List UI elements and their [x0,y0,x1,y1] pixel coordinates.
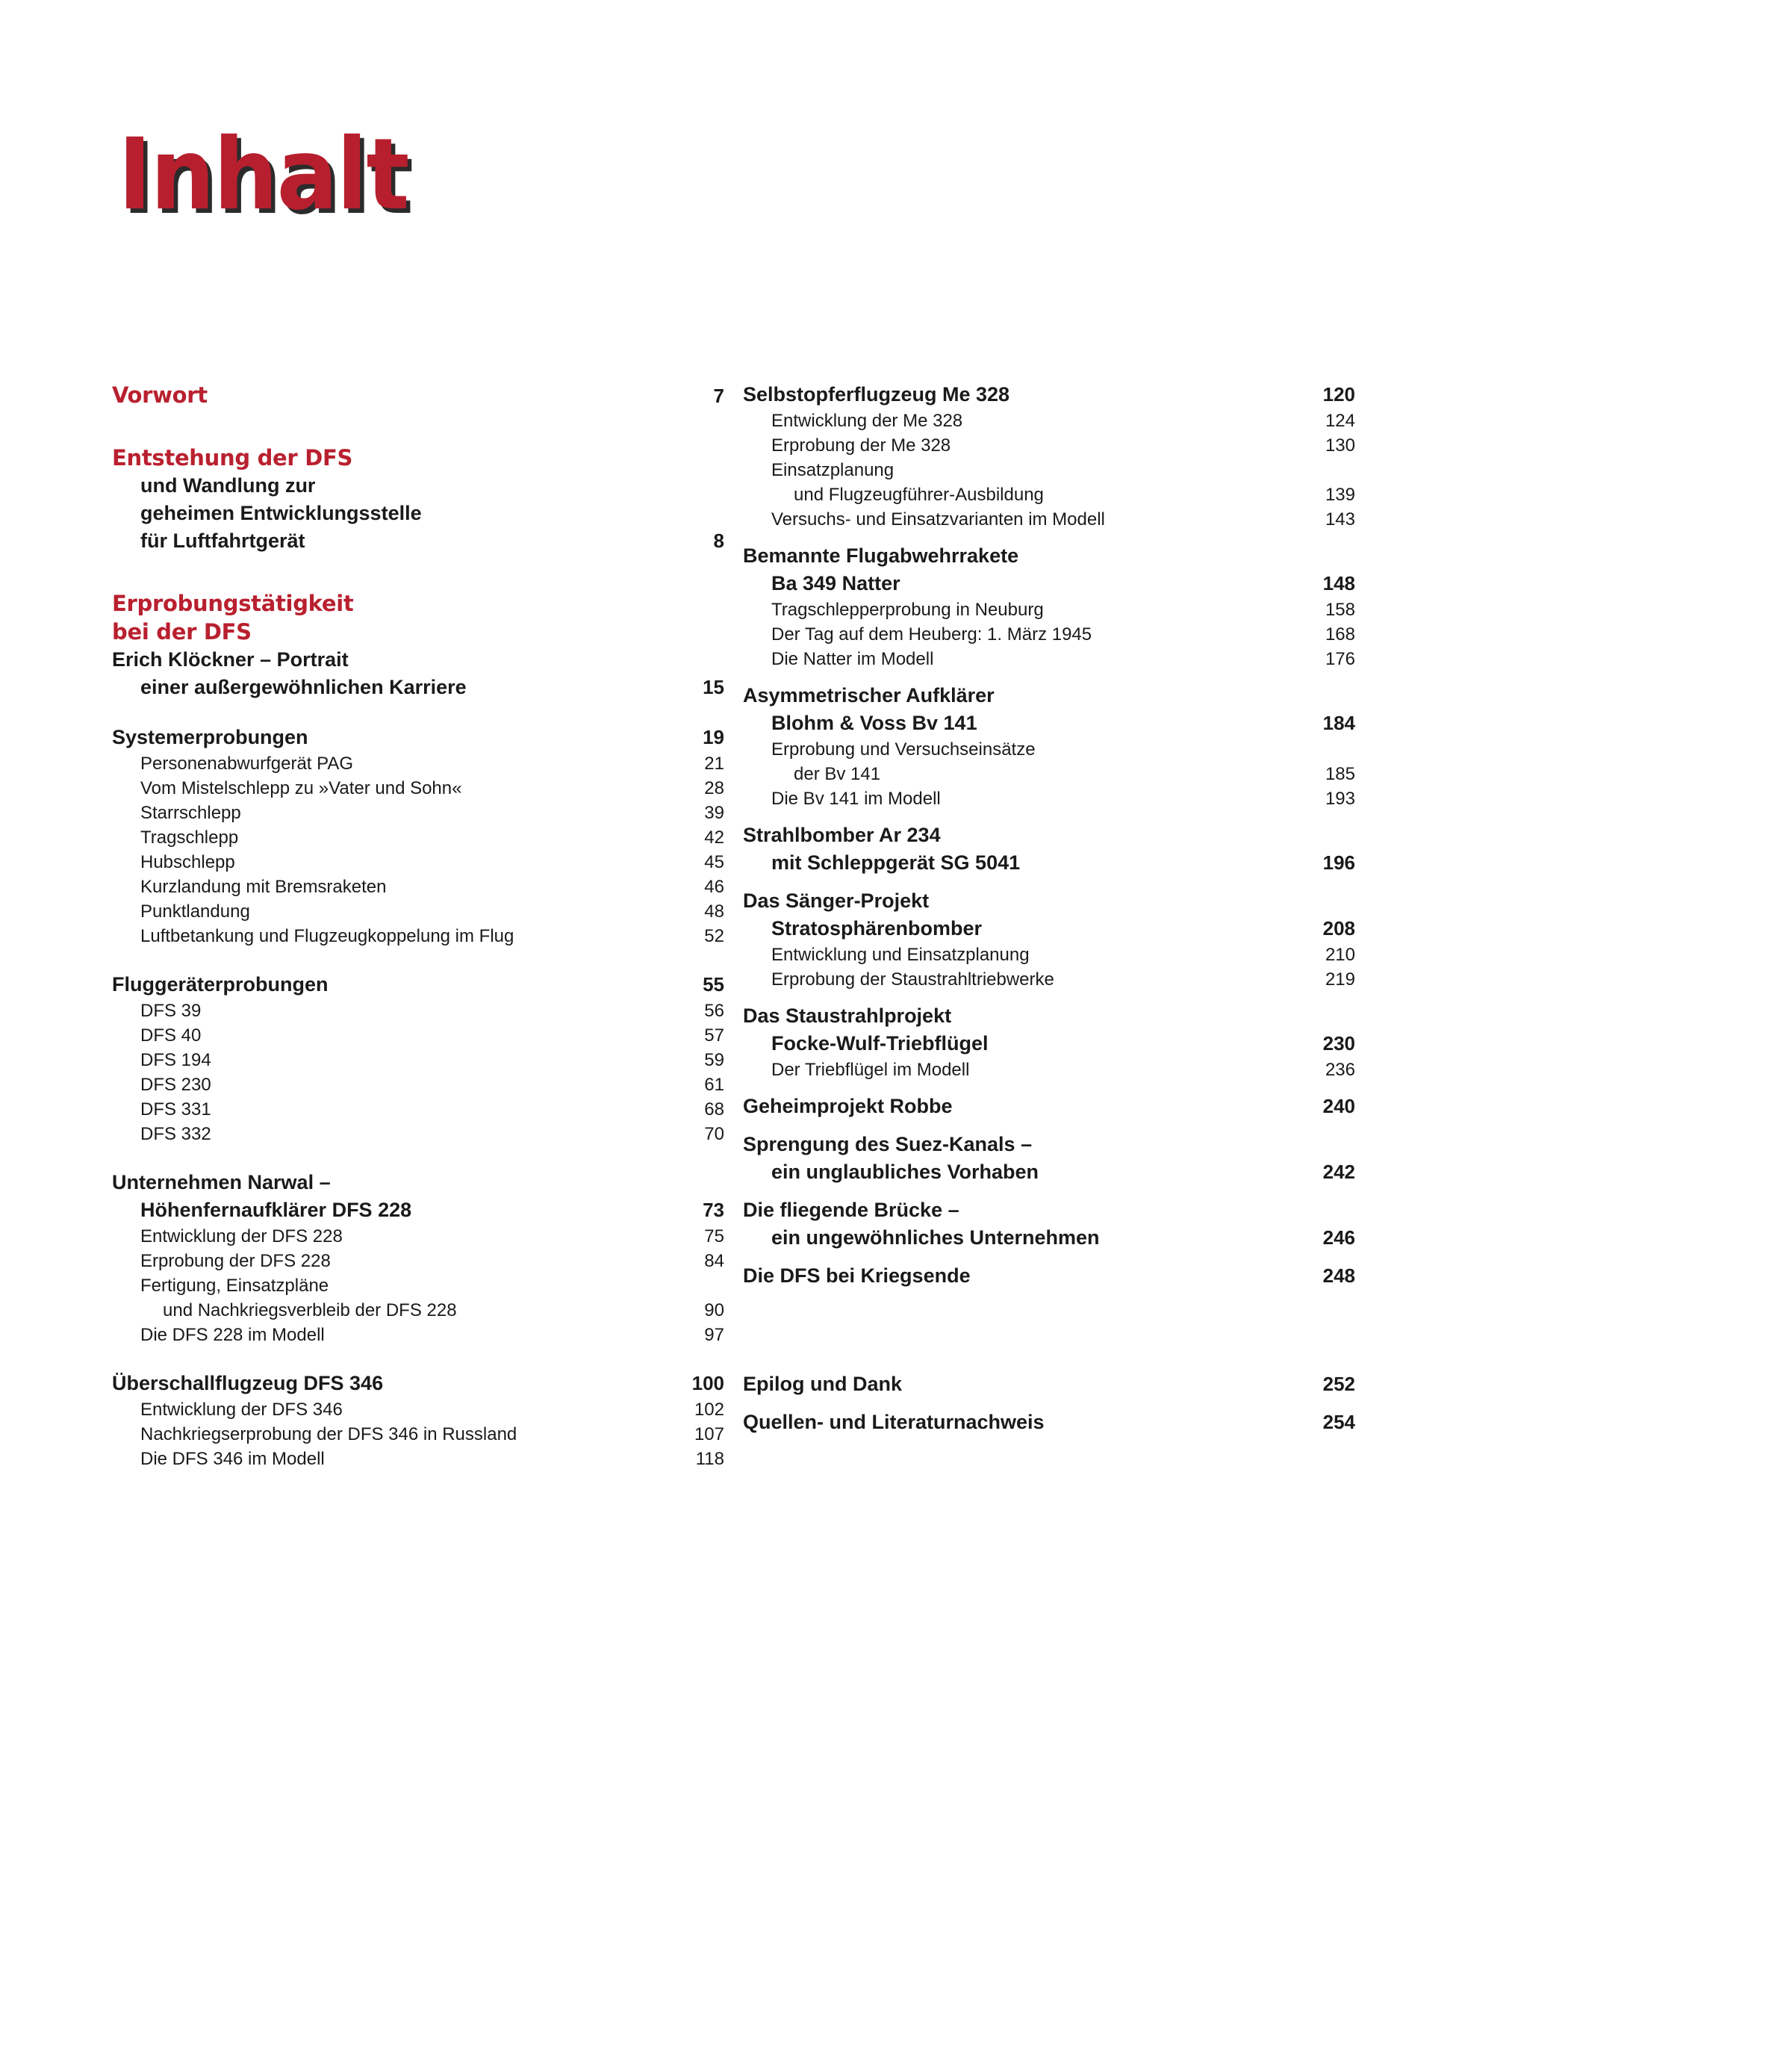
toc-entry[interactable] [112,1422,724,1447]
toc-entry[interactable] [743,1409,1355,1436]
toc-entry[interactable] [743,1058,1355,1082]
toc-entry[interactable] [743,737,1355,762]
toc-entry[interactable] [112,1097,724,1122]
toc-entry[interactable] [743,482,1355,507]
toc-entry-label: Höhenfernaufklärer DFS 228 [140,1199,412,1221]
toc-entry-label: Unternehmen Narwal – [112,1171,331,1193]
toc-entry[interactable] [112,381,724,409]
toc-entry-label: Vorwort [112,382,208,408]
toc-entry-page: 120 [1322,383,1355,406]
toc-entry[interactable] [743,381,1355,409]
toc-entry[interactable] [112,825,724,850]
toc-entry-label: DFS 39 [140,1001,202,1021]
toc-entry-label: Nachkriegserprobung der DFS 346 in Russland [140,1424,517,1444]
toc-entry[interactable] [112,751,724,776]
spacer [743,1398,1355,1409]
spacer [112,948,724,971]
toc-entry-page: 61 [704,1075,724,1095]
toc-entry-label: DFS 194 [140,1050,211,1070]
toc-entry-label: Fluggeräterprobungen [112,973,329,996]
toc-entry[interactable] [112,1273,724,1298]
toc-entry[interactable] [743,597,1355,622]
spacer [743,992,1355,1002]
toc-entry[interactable] [743,1093,1355,1120]
spacer [743,671,1355,682]
toc-entry-page: 176 [1325,649,1355,669]
toc-entry-label: geheimen Entwicklungsstelle [140,502,422,524]
toc-entry[interactable] [112,875,724,899]
toc-entry-page: 15 [703,676,724,698]
toc-entry-page: 46 [704,877,724,897]
toc-entry[interactable] [112,971,724,999]
toc-entry-page: 168 [1325,624,1355,645]
toc-entry-label: Die Bv 141 im Modell [771,789,941,809]
toc-entry[interactable] [743,1030,1355,1058]
toc-entry-page: 230 [1322,1032,1355,1055]
toc-entry-label: Die Natter im Modell [771,649,934,669]
toc-entry-page: 248 [1322,1264,1355,1287]
toc-entry[interactable] [112,1048,724,1072]
toc-entry[interactable] [743,849,1355,877]
toc-entry[interactable] [743,570,1355,597]
toc-entry-page: 246 [1322,1226,1355,1249]
toc-entry-label: Personenabwurfgerät PAG [140,754,354,774]
toc-entry[interactable] [112,1447,724,1471]
toc-entry-page: 184 [1322,712,1355,734]
toc-entry[interactable] [743,786,1355,811]
toc-entry[interactable] [112,618,724,646]
toc-entry-page: 75 [704,1226,724,1246]
toc-entry[interactable] [112,1224,724,1249]
toc-entry-label: Systemerprobungen [112,726,308,748]
toc-entry[interactable] [112,1072,724,1097]
toc-entry[interactable] [743,887,1355,915]
spacer [743,532,1355,542]
toc-entry-page: 118 [695,1449,724,1469]
toc-entry-label: für Luftfahrtgerät [140,530,305,552]
toc-entry-label: Die fliegende Brücke – [743,1199,959,1221]
toc-entry-label: Epilog und Dank [743,1373,902,1395]
toc-entry[interactable] [743,1158,1355,1186]
toc-entry-page: 148 [1322,572,1355,594]
toc-entry-label: Luftbetankung und Flugzeugkoppelung im Flug [140,926,514,946]
toc-entry-page: 57 [704,1025,724,1046]
toc-entry-page: 254 [1322,1411,1355,1433]
toc-entry-label: Erprobung der DFS 228 [140,1251,331,1271]
toc-entry-label: mit Schleppgerät SG 5041 [771,851,1021,874]
toc-entry-label: Erprobung und Versuchseinsätze [771,739,1036,760]
toc-entry-label: Quellen- und Literaturnachweis [743,1411,1045,1433]
toc-entry-page: 59 [704,1050,724,1070]
toc-entry-page: 219 [1325,969,1355,990]
toc-entry-label: einer außergewöhnlichen Karriere [140,676,467,698]
toc-entry-page: 240 [1322,1095,1355,1117]
toc-entry-page: 48 [704,901,724,922]
toc-entry-page: 84 [704,1251,724,1271]
toc-entry-page: 56 [704,1001,724,1021]
toc-entry[interactable] [112,646,724,674]
toc-entry-page: 8 [713,530,724,552]
spacer [743,811,1355,822]
toc-entry[interactable] [112,1249,724,1273]
toc-entry-label: DFS 331 [140,1099,211,1120]
toc-entry[interactable] [743,458,1355,482]
toc-entry-page: 210 [1325,945,1355,965]
spacer [112,409,724,444]
toc-entry-page: 208 [1322,917,1355,940]
toc-entry[interactable] [743,409,1355,433]
spacer [743,1082,1355,1093]
toc-entry[interactable] [743,542,1355,570]
toc-entry[interactable] [112,801,724,825]
toc-entry-label: Die DFS bei Kriegsende [743,1264,971,1287]
toc-entry-label: DFS 40 [140,1025,202,1046]
toc-entry-label: Vom Mistelschlepp zu »Vater und Sohn« [140,778,462,798]
toc-entry-page: 52 [704,926,724,946]
toc-entry-page: 185 [1325,764,1355,784]
toc-entry[interactable] [743,967,1355,992]
toc-entry-label: Der Triebflügel im Modell [771,1060,970,1080]
toc-entry[interactable] [743,1196,1355,1224]
toc-entry-page: 97 [704,1325,724,1345]
toc-entry-label: Die DFS 228 im Modell [140,1325,325,1345]
toc-entry-label: Stratosphärenbomber [771,917,983,940]
toc-entry-page: 252 [1322,1373,1355,1395]
spacer [743,1252,1355,1262]
spacer [743,1290,1355,1370]
toc-column-left [112,381,724,1471]
toc-entry-label: Entwicklung der DFS 346 [140,1400,343,1420]
toc-entry-label: Hubschlepp [140,852,235,872]
toc-entry-label: Blohm & Voss Bv 141 [771,712,977,734]
toc-entry-label: der Bv 141 [794,764,881,784]
toc-entry-label: Starrschlepp [140,803,241,823]
toc-column-right [743,381,1355,1436]
toc-entry-label: Bemannte Flugabwehrrakete [743,544,1019,567]
toc-entry-page: 39 [704,803,724,823]
spacer [743,1186,1355,1196]
toc-entry[interactable] [112,1169,724,1196]
toc-entry[interactable] [743,762,1355,786]
spacer [112,1146,724,1169]
toc-entry-label: Der Tag auf dem Heuberg: 1. März 1945 [771,624,1092,645]
toc-entry-label: DFS 332 [140,1124,211,1144]
toc-entry[interactable] [743,647,1355,671]
toc-entry[interactable] [743,433,1355,458]
toc-entry[interactable] [112,1323,724,1347]
toc-entry[interactable] [112,444,724,472]
toc-entry[interactable] [112,527,724,555]
toc-entry-page: 102 [694,1400,724,1420]
toc-entry-label: Erprobungstätigkeit [112,591,354,616]
toc-entry-page: 55 [703,973,724,996]
toc-entry[interactable] [112,1023,724,1048]
toc-entry-label: Ba 349 Natter [771,572,900,594]
toc-entry-page: 100 [691,1372,724,1394]
toc-entry-label: Erich Klöckner – Portrait [112,648,349,671]
toc-entry[interactable] [743,1370,1355,1398]
toc-entry[interactable] [743,507,1355,532]
spacer [112,1347,724,1370]
toc-entry[interactable] [112,924,724,948]
toc-entry[interactable] [743,822,1355,849]
toc-entry-label: bei der DFS [112,619,252,645]
toc-entry-page: 143 [1325,509,1355,530]
toc-entry-label: und Nachkriegsverbleib der DFS 228 [163,1300,457,1320]
toc-entry-label: und Wandlung zur [140,474,316,497]
toc-entry-label: Überschallflugzeug DFS 346 [112,1372,384,1394]
toc-entry-label: Das Sänger-Projekt [743,889,930,912]
toc-entry-page: 90 [704,1300,724,1320]
toc-entry-page: 236 [1325,1060,1355,1080]
toc-entry-page: 19 [703,726,724,748]
toc-entry-page: 158 [1325,600,1355,620]
toc-entry-page: 196 [1322,851,1355,874]
toc-entry-label: Geheimprojekt Robbe [743,1095,953,1117]
toc-entry[interactable] [112,1298,724,1323]
toc-entry-page: 242 [1322,1161,1355,1183]
toc-entry[interactable] [112,724,724,751]
toc-entry-label: Tragschlepp [140,827,239,848]
toc-entry-page: 21 [704,754,724,774]
page-title: Inhalt [118,117,408,232]
toc-entry-page: 124 [1325,411,1355,431]
toc-entry[interactable] [112,899,724,924]
toc-entry[interactable] [743,943,1355,967]
toc-entry-label: DFS 230 [140,1075,211,1095]
toc-entry[interactable] [112,1122,724,1146]
toc-entry-label: Das Staustrahlprojekt [743,1004,952,1027]
toc-entry-label: Punktlandung [140,901,250,922]
toc-entry-label: Entwicklung der Me 328 [771,411,963,431]
toc-entry-label: Asymmetrischer Aufklärer [743,684,995,707]
toc-entry-label: Einsatzplanung [771,460,895,480]
toc-entry-label: Tragschlepperprobung in Neuburg [771,600,1044,620]
toc-entry-page: 107 [694,1424,724,1444]
toc-entry-page: 7 [713,385,724,407]
toc-entry[interactable] [112,850,724,875]
toc-entry-page: 73 [703,1199,724,1221]
toc-entry[interactable] [112,674,724,701]
toc-entry-label: Sprengung des Suez-Kanals – [743,1133,1033,1155]
spacer [743,1120,1355,1131]
toc-entry-page: 70 [704,1124,724,1144]
toc-entry-page: 68 [704,1099,724,1120]
toc-entry-label: ein ungewöhnliches Unternehmen [771,1226,1100,1249]
toc-entry[interactable] [743,915,1355,943]
toc-entry-page: 130 [1325,435,1355,456]
toc-entry-label: Selbstopferflugzeug Me 328 [743,383,1010,406]
spacer [112,555,724,589]
toc-entry[interactable] [112,589,724,618]
toc-entry-label: Entstehung der DFS [112,445,353,471]
toc-entry[interactable] [112,776,724,801]
toc-entry[interactable] [112,500,724,527]
toc-entry-label: Entwicklung und Einsatzplanung [771,945,1030,965]
toc-entry[interactable] [112,1370,724,1397]
toc-entry[interactable] [112,472,724,500]
toc-entry-label: Versuchs- und Einsatzvarianten im Modell [771,509,1105,530]
spacer [112,701,724,724]
toc-entry-label: Entwicklung der DFS 228 [140,1226,343,1246]
toc-entry-label: Erprobung der Staustrahltriebwerke [771,969,1054,990]
toc-entry-label: und Flugzeugführer-Ausbildung [794,485,1044,505]
toc-entry-label: Kurzlandung mit Bremsraketen [140,877,387,897]
toc-entry[interactable] [743,1131,1355,1158]
spacer [743,877,1355,887]
toc-entry-label: Fertigung, Einsatzpläne [140,1276,329,1296]
toc-entry[interactable] [743,1002,1355,1030]
toc-entry-label: Erprobung der Me 328 [771,435,951,456]
toc-entry-label: Die DFS 346 im Modell [140,1449,325,1469]
toc-entry-page: 139 [1325,485,1355,505]
toc-entry[interactable] [743,709,1355,737]
toc-entry[interactable] [743,622,1355,647]
toc-entry[interactable] [112,1397,724,1422]
toc-entry[interactable] [112,999,724,1023]
toc-entry-page: 42 [704,827,724,848]
toc-entry-label: Focke-Wulf-Triebflügel [771,1032,989,1055]
toc-entry[interactable] [743,682,1355,709]
toc-entry-page: 28 [704,778,724,798]
toc-entry-page: 193 [1325,789,1355,809]
toc-entry[interactable] [743,1262,1355,1290]
toc-entry[interactable] [112,1196,724,1224]
toc-entry-label: ein unglaubliches Vorhaben [771,1161,1039,1183]
toc-entry-page: 45 [704,852,724,872]
toc-entry[interactable] [743,1224,1355,1252]
toc-entry-label: Strahlbomber Ar 234 [743,824,941,846]
